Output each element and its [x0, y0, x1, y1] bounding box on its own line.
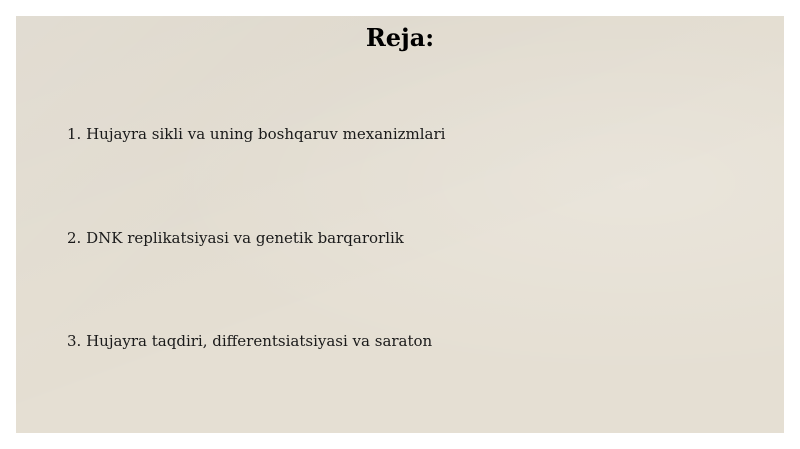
- slide: [16, 16, 784, 433]
- slide-title: Reja:: [365, 23, 435, 52]
- plan-item-3: 3. Hujayra taqdiri, differentsiatsiyasi va saraton: [67, 332, 433, 350]
- plan-item-1: 1. Hujayra sikli va uning boshqaruv mexanizmlari: [67, 125, 446, 143]
- plan-item-2: 2. DNK replikatsiyasi va genetik barqarorlik: [67, 229, 404, 247]
